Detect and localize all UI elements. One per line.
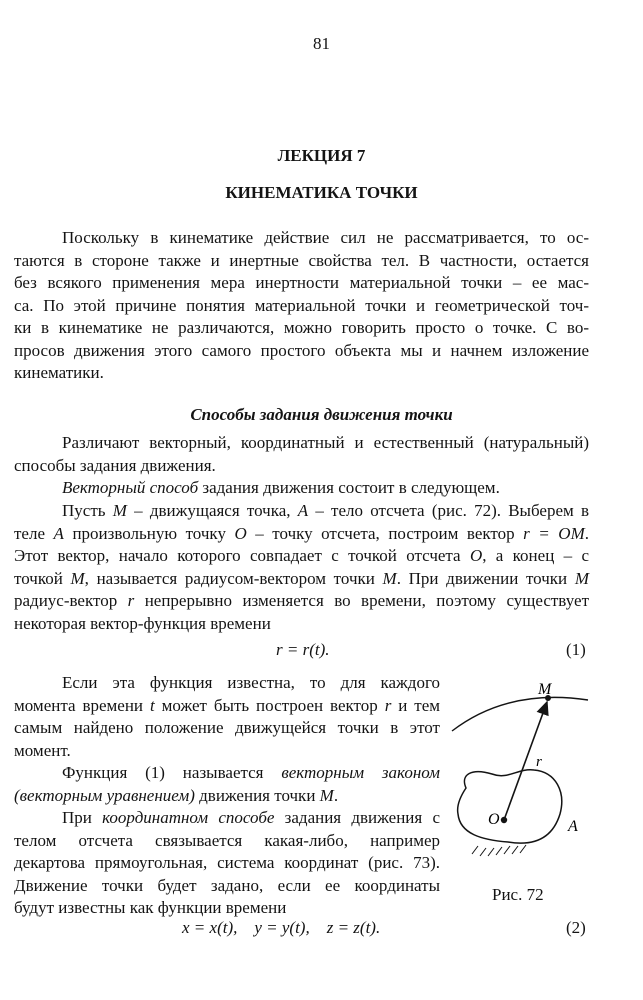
intro-line: без всякого применения мера инертности материальной точки – ее мас- [14,273,589,292]
point-O-dot [501,817,507,823]
symbol-M: М [382,568,397,588]
term-coordinate-method: координатном способе [102,808,275,827]
symbol-M: М [574,568,589,588]
text-line [14,785,440,808]
text-span: произвольную точку [63,523,235,543]
lecture-heading: ЛЕКЦИЯ 7 [277,146,366,165]
text-span: , называется радиусом-вектором точки [84,568,383,588]
symbol-M: М [112,501,127,520]
formula-r-om: r = OM [523,523,585,543]
figure-caption: Рис. 72 [492,885,544,904]
intro-line: ки в кинематике не различаются, можно говорить просто о точке. С во- [14,318,589,337]
text-line: Если эта функция известна, то для каждого [62,673,440,692]
text-span: , а конец – с [482,546,589,565]
symbol-O: О [234,523,247,543]
term-vector-equation: (векторным уравнением) [14,785,195,805]
text-line [14,762,440,785]
text-span: . [584,523,589,543]
intro-line: Поскольку в кинематике действие сил не рассматривается, то ос- [62,228,589,247]
text-span: задания движения состоит в следующем. [198,478,500,497]
intro-paragraph [14,227,589,385]
text-span: При [62,808,103,827]
label-r: r [536,754,542,770]
symbol-r-vector: r [384,695,392,715]
label-M: M [538,681,552,698]
paragraph-vector-law [14,762,440,807]
text-span: непрерывно изменяется во времени, поэтому существует [134,591,589,610]
paragraph-function-known [14,672,440,762]
term-vector-method: Векторный способ [62,478,199,497]
equation-1: r = r(t). [276,640,330,659]
paragraph-methods [14,432,589,477]
term-vector-law: векторным законом [281,763,440,782]
text-line: некоторая вектор-функция времени [14,613,271,633]
equation-2-number: (2) [566,918,586,937]
intro-line: таются в стороне также и инертные свойства тел. В частности, остается [14,250,589,270]
paragraph-radius-vector [14,500,589,635]
text-line: телом отсчета связывается какая-либо, например [14,830,440,850]
equation-2: x = x(t), y = y(t), z = z(t). [182,918,381,937]
intro-line: са. По этой причине понятия материальной точки и геометрической точ- [14,295,589,315]
text-span: . При движении точки [396,568,575,588]
text-span: теле [14,523,54,543]
text-span: – тело отсчета (рис. 72). Выберем в [308,501,589,520]
text-span: Пусть [62,501,113,520]
text-line [14,807,440,830]
paragraph-vector-method [14,477,589,500]
intro-line: просов движения этого самого простого объекта мы и начнем изложение [14,340,589,360]
text-line: самым найдено положение движущейся точки в этот [14,718,440,737]
text-span: радиус-вектор [14,591,128,610]
text-line [14,477,589,500]
text-line [14,545,589,568]
figure-72 [448,676,598,866]
label-O: O [488,811,500,828]
symbol-A: А [297,501,309,520]
symbol-M: М [70,568,85,588]
text-line [14,500,589,523]
ground-hatching [472,845,526,856]
text-line [14,590,589,613]
label-A: A [568,818,578,835]
symbol-t: t [149,695,155,715]
symbol-M: М [319,785,334,805]
text-span: точкой [14,568,71,588]
text-line: момент. [14,740,71,760]
text-span: может быть построен вектор [154,695,385,715]
text-span: момента времени [14,695,150,715]
section-title: Способы задания движения точки [190,405,453,424]
text-span: . [333,785,339,805]
text-line [14,695,440,718]
text-span: и тем [391,695,440,715]
text-line [14,523,589,546]
intro-line: кинематики. [14,363,104,382]
text-span: задания движения с [274,808,440,827]
text-line: способы задания движения. [14,455,216,475]
text-span: Функция (1) называется [62,763,282,782]
symbol-r-vector: r [127,591,135,610]
text-line: Движение точки будет задано, если ее координаты [14,875,440,895]
text-line: будут известны как функции времени [14,898,287,917]
symbol-O: О [469,546,483,565]
text-line: декартова прямоугольная, система координат (рис. 73). [14,853,440,872]
lecture-title: КИНЕМАТИКА ТОЧКИ [225,183,418,202]
equation-1-number: (1) [566,640,586,659]
text-span: Этот вектор, начало которого совпадает с точкой отсчета [14,546,470,565]
text-span: – движущаяся точка, [126,501,298,520]
symbol-A: А [53,523,64,543]
text-line: Различают векторный, координатный и естественный (натуральный) [62,433,589,452]
trajectory-curve [452,697,588,731]
text-line [14,568,589,591]
paragraph-coordinate-method [14,807,440,920]
text-span: движения точки [194,785,320,805]
text-span: – точку отсчета, построим вектор [246,523,524,543]
page-number: 81 [313,34,330,53]
